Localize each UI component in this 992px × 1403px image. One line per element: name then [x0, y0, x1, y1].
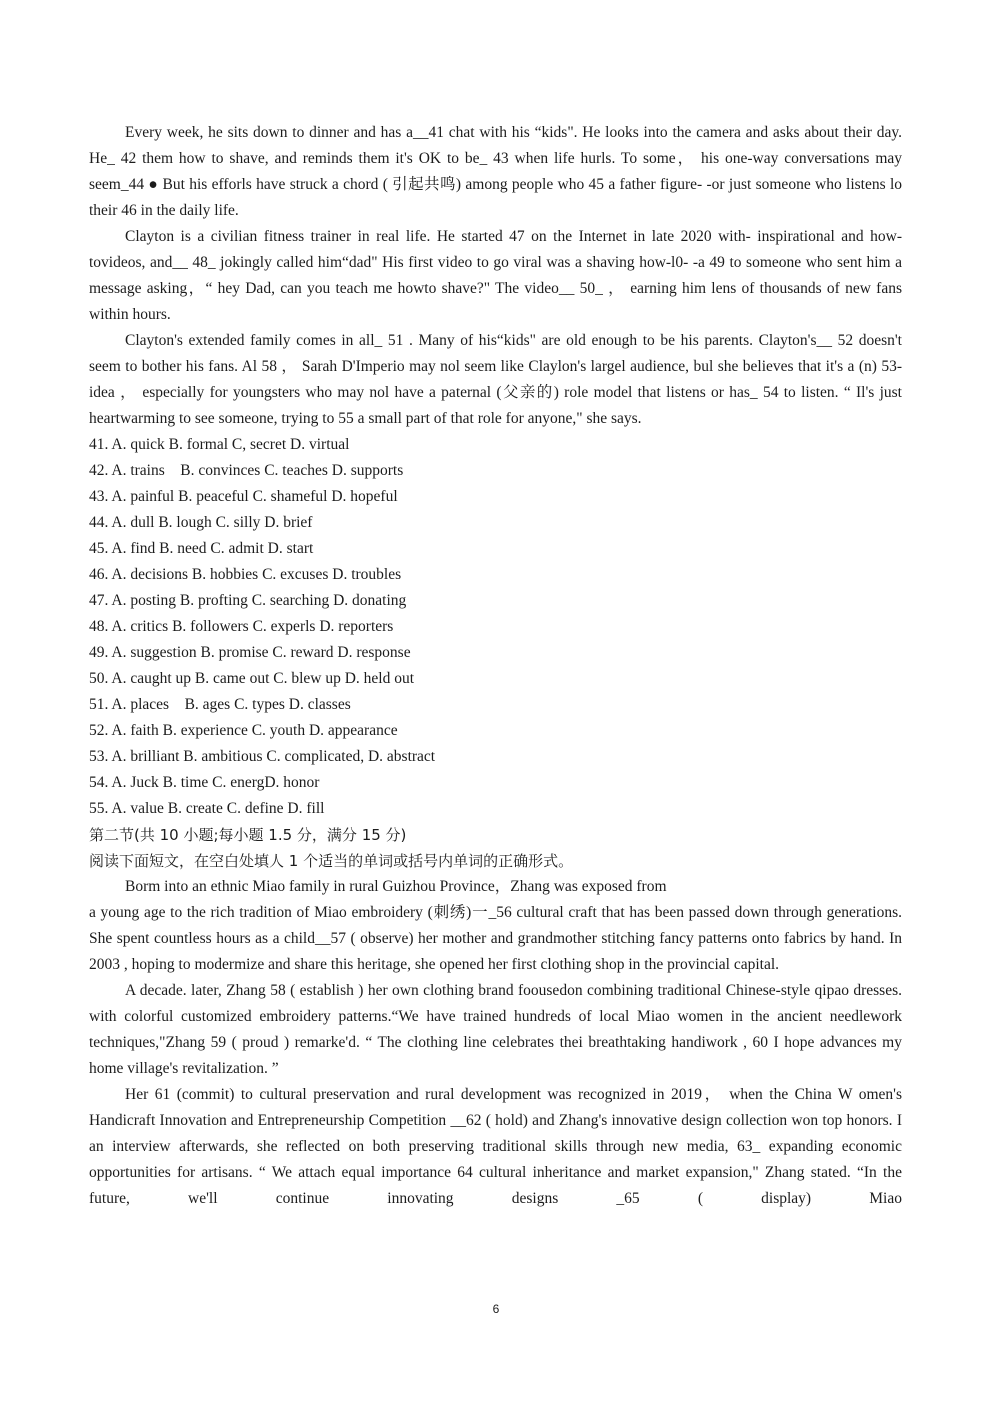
passage2-paragraph-3: Her 61 (commit) to cultural preservation and rural development was recognized in 2019， when the China W omen's Handicraft Innovation and Entrepreneurship Competition __62 ( hold) and Zhang's innovative design collection won top honors. I an interview afterwards, she reflected on both preserving traditional skills through new media, 63_ expanding economic opportunities for artisans. “ We attach equal importance 64 cultural inheritance and market expansion," Zhang stated. “In the future, we'll continue innovating designs _65 ( display) Miao: [89, 1086, 902, 1207]
passage2-paragraph-2: A decade. later, Zhang 58 ( establish ) her own clothing brand foousedon combining traditional Chinese-style qipao dresses. with colorful customized embroidery patterns.“We have trained hundreds of local Miao women in the ancient needlework techniques,"Zhang 59 ( proud ) remarke'd. “ The clothing line celebrates thei breathtaking handiwork , 60 I hope advances my home village's revitalization. ”: [89, 982, 902, 1077]
section-heading: 第二节(共 10 小题;每小题 1.5 分，满分 15 分): [89, 826, 407, 844]
option-42: 42. A. trains B. convinces C. teaches D. supports: [89, 462, 404, 479]
document-page: [89, 120, 902, 1212]
passage1-paragraph-3: Clayton's extended family comes in all_ 51 . Many of his“kids" are old enough to be his parents. Clayton's__ 52 doesn't seem to bother his fans. Al 58 ， Sarah D'Imperio may nol seem like Claylon's largel audience, bul she believes that it's a (n) 53- idea ， especially for youngsters who may nol have a paternal (父亲的) role model that listens or has_ 54 to listen. “ Il's just heartwarming to see someone, trying to 55 a small part of that role for anyone," she says.: [89, 332, 902, 427]
option-46: 46. A. decisions B. hobbies C. excuses D. troubles: [89, 566, 402, 583]
option-47: 47. A. posting B. profting C. searching D. donating: [89, 592, 407, 609]
passage1-paragraph-1: Every week, he sits down to dinner and has a__41 chat with his “kids". He looks into the camera and asks about their day. He_ 42 them how to shave, and reminds them it's OK to be_ 43 when life hurls. To some， his one-way conversations may seem_44 ● But his efforls have struck a chord ( 引起共鸣) among people who 45 a father figure- -or just someone who listens lo their 46 in the daily life.: [89, 124, 902, 219]
option-50: 50. A. caught up B. came out C. blew up D. held out: [89, 670, 415, 687]
option-52: 52. A. faith B. experience C. youth D. appearance: [89, 722, 398, 739]
passage1-paragraph-2: Clayton is a civilian fitness trainer in real life. He started 47 on the Internet in late 2020 with- inspirational and how-tovideos, and__ 48_ jokingly called him“dad" His first video to go viral was a shaving how-l0- -a 49 to someone who sent him a message asking，“ hey Dad, can you teach me howto shave?" The video__ 50_ ， earning him lens of thousands of new fans within hours.: [89, 228, 902, 323]
option-51: 51. A. places B. ages C. types D. classes: [89, 696, 351, 713]
option-49: 49. A. suggestion B. promise C. reward D. response: [89, 644, 411, 661]
section-instruction: 阅读下面短文，在空白处填人 1 个适当的单词或括号内单词的正确形式。: [89, 852, 574, 870]
passage2-paragraph-1: a young age to the rich tradition of Miao embroidery (刺绣)一_56 cultural craft that has been passed down through generations. She spent countless hours as a child__57 ( observe) her mother and grandmother stitching fancy patterns onto fabrics by hand. In 2003 , hoping to modermize and share this heritage, she opened her first clothing shop in the provincial capital.: [89, 904, 902, 973]
option-41: 41. A. quick B. formal C, secret D. virtual: [89, 436, 350, 453]
option-54: 54. A. Juck B. time C. energD. honor: [89, 774, 320, 791]
option-53: 53. A. brilliant B. ambitious C. complicated, D. abstract: [89, 748, 436, 765]
option-48: 48. A. critics B. followers C. experls D. reporters: [89, 618, 394, 635]
passage2-first-line: Borm into an ethnic Miao family in rural Guizhou Province，Zhang was exposed from: [125, 878, 667, 895]
page-number: 6: [492, 1302, 500, 1316]
option-55: 55. A. value B. create C. define D. fill: [89, 800, 325, 817]
options-list: [89, 432, 902, 822]
option-44: 44. A. dull B. lough C. silly D. brief: [89, 514, 313, 531]
option-45: 45. A. find B. need C. admit D. start: [89, 540, 314, 557]
option-43: 43. A. painful B. peaceful C. shameful D. hopeful: [89, 488, 398, 505]
